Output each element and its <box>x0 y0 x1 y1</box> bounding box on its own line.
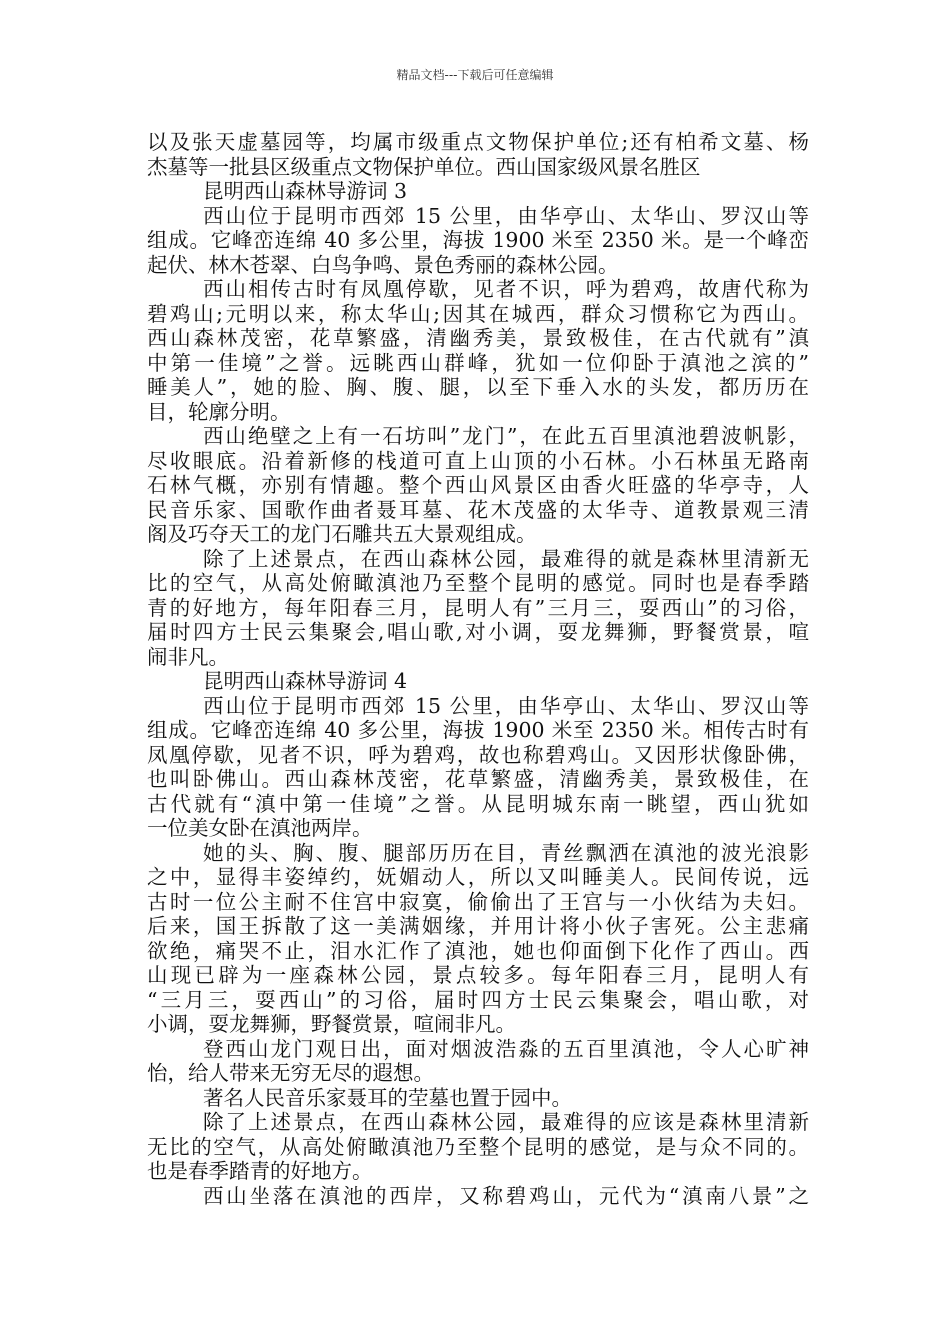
text-line: “三月三，耍西山”的习俗，届时四方士民云集聚会，唱山歌，对 <box>147 987 809 1012</box>
text-line: 昆明西山森林导游词 3 <box>203 179 408 203</box>
text-line: 碧鸡山;元明以来，称太华山;因其在城西，群众习惯称它为西山。 <box>147 301 809 326</box>
text-line: 小调，耍龙舞狮，野餐赏景，喧闹非凡。 <box>147 1012 516 1036</box>
text-line: 中第一佳境”之誉。远眺西山群峰，犹如一位仰卧于滇池之滨的” <box>147 350 809 375</box>
text-line: 后来，国王拆散了这一美满姻缘，并用计将小伙子害死。公主悲痛 <box>147 914 809 938</box>
text-line: 西山位于昆明市西郊 15 公里，由华亭山、太华山、罗汉山等 <box>203 693 809 718</box>
text-line: 欲绝，痛哭不止，泪水汇作了滇池，她也仰面倒下化作了西山。西 <box>147 938 809 963</box>
text-line: 青的好地方，每年阳春三月，昆明人有”三月三，耍西山”的习俗， <box>147 595 809 620</box>
text-line: 起伏、林木苍翠、白鸟争鸣、景色秀丽的森林公园。 <box>147 252 619 277</box>
text-line: 民音乐家、国歌作曲者聂耳墓、花木茂盛的太华寺、道教景观三清 <box>147 497 809 522</box>
text-line: 之中，显得丰姿绰约，妩媚动人，所以又叫睡美人。民间传说，远 <box>147 865 809 889</box>
text-line: 届时四方士民云集聚会,唱山歌,对小调，耍龙舞狮，野餐赏景，喧 <box>147 620 809 644</box>
text-line: 组成。它峰峦连绵 40 多公里，海拔 1900 米至 2350 米。相传古时有 <box>147 718 809 742</box>
text-line: 古时一位公主耐不住宫中寂寞，偷偷出了王宫与一小伙结为夫妇。 <box>147 889 809 914</box>
text-line: 尽收眼底。沿着新修的栈道可直上山顶的小石林。小石林虽无路南 <box>147 448 809 473</box>
text-line: 著名人民音乐家聂耳的茔墓也置于园中。 <box>203 1085 572 1110</box>
text-line: 西山坐落在滇池的西岸，又称碧鸡山，元代为“滇南八景”之 <box>203 1183 809 1208</box>
text-line: 阁及巧夺天工的龙门石雕共五大景观组成。 <box>147 522 537 546</box>
text-line: 也是春季踏青的好地方。 <box>147 1159 373 1183</box>
text-line: 目，轮廓分明。 <box>147 399 291 424</box>
text-line: 比的空气，从高处俯瞰滇池乃至整个昆明的感觉。同时也是春季踏 <box>147 571 809 595</box>
text-line: 凤凰停歇，见者不识，呼为碧鸡，故也称碧鸡山。又因形状像卧佛， <box>147 742 809 767</box>
text-line: 一位美女卧在滇池两岸。 <box>147 816 373 840</box>
text-line: 也叫卧佛山。西山森林茂密，花草繁盛，清幽秀美，景致极佳，在 <box>147 767 809 791</box>
text-line: 以及张天虚墓园等，均属市级重点文物保护单位;还有柏希文墓、杨 <box>147 130 809 154</box>
text-line: 杰墓等一批县区级重点文物保护单位。西山国家级风景名胜区 <box>147 154 701 179</box>
text-line: 昆明西山森林导游词 4 <box>203 669 408 693</box>
text-line: 石林气概，亦别有情趣。整个西山风景区由香火旺盛的华亭寺，人 <box>147 473 809 497</box>
text-line: 西山绝壁之上有一石坊叫”龙门”，在此五百里滇池碧波帆影， <box>203 424 809 448</box>
text-line: 组成。它峰峦连绵 40 多公里，海拔 1900 米至 2350 米。是一个峰峦 <box>147 228 809 252</box>
document-body <box>147 130 809 1208</box>
text-line: 睡美人”，她的脸、胸、腹、腿，以至下垂入水的头发，都历历在 <box>147 375 809 399</box>
text-line: 古代就有“滇中第一佳境”之誉。从昆明城东南一眺望，西山犹如 <box>147 791 809 816</box>
text-line: 除了上述景点，在西山森林公园，最难得的应该是森林里清新 <box>203 1110 809 1134</box>
text-line: 山现已辟为一座森林公园，景点较多。每年阳春三月，昆明人有 <box>147 963 809 987</box>
page-header: 精品文档---下载后可任意编辑 <box>396 68 554 82</box>
text-line: 西山森林茂密，花草繁盛，清幽秀美，景致极佳，在古代就有”滇 <box>147 326 809 350</box>
text-line: 她的头、胸、腹、腿部历历在目，青丝飘洒在滇池的波光浪影 <box>203 840 809 865</box>
text-line: 无比的空气，从高处俯瞰滇池乃至整个昆明的感觉，是与众不同的。 <box>147 1134 809 1159</box>
text-line: 怡，给人带来无穷无尽的遐想。 <box>147 1061 434 1085</box>
text-line: 闹非凡。 <box>147 644 229 669</box>
text-line: 西山相传古时有凤凰停歇，见者不识，呼为碧鸡，故唐代称为 <box>203 277 809 301</box>
text-line: 登西山龙门观日出，面对烟波浩淼的五百里滇池，令人心旷神 <box>203 1036 809 1061</box>
text-line: 西山位于昆明市西郊 15 公里，由华亭山、太华山、罗汉山等 <box>203 203 809 228</box>
text-line: 除了上述景点，在西山森林公园，最难得的就是森林里清新无 <box>203 546 809 571</box>
